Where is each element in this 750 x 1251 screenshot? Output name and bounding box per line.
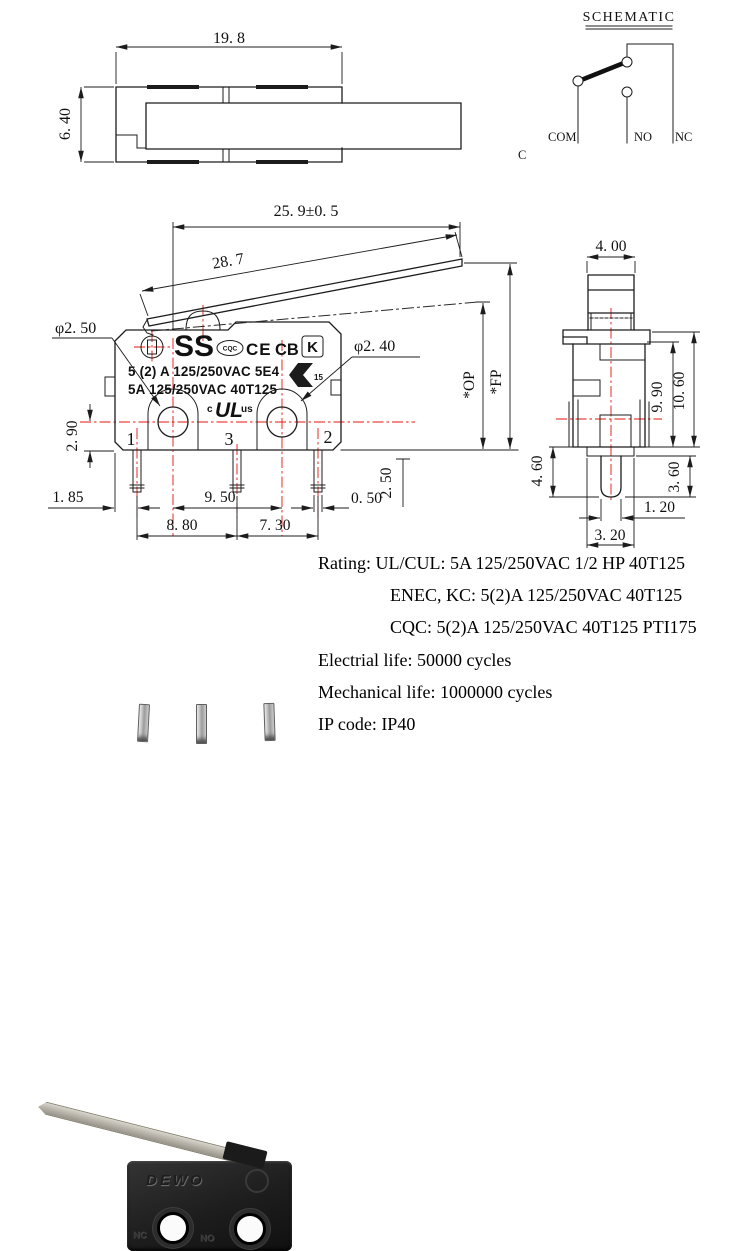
schematic-title-underline [586,26,672,29]
cert-suffix-text: 15 [314,373,323,382]
dim-label-4-00: 4. 00 [595,238,627,255]
dim-line-lever [142,235,457,291]
photo-pin-2 [263,703,275,741]
schematic-no-label: NO [634,130,653,144]
dim-label-4-60: 4. 60 [529,455,546,487]
side-pin-support [587,447,634,456]
dim-ext-4-60 [549,447,599,497]
schematic-nc-label: NC [675,130,693,144]
dim-label-19-8: 19. 8 [213,30,245,47]
front-view-drawing [48,203,518,540]
kc-logo-text: K [307,339,318,356]
product-photo [0,545,315,1244]
top-view-drawing [57,30,461,164]
dim-label-2-50: 2. 50 [378,467,395,499]
dim-label-3-20: 3. 20 [594,527,626,544]
dim-label-1-20: 1. 20 [644,499,675,516]
dia-left-label: φ2. 50 [55,320,97,337]
dim-label-overall: 25. 9±0. 5 [273,203,339,220]
spec-mechanical-life: Mechanical life: 1000000 cycles [318,682,553,702]
schematic-contact-no [622,87,632,97]
dia-right-label: φ2. 40 [354,338,396,355]
dim-label-8-80: 8. 80 [166,517,198,534]
cert-chevron-icon [289,363,313,387]
dim-ext-op-fp [464,263,517,302]
terminal-1-number: 1 [126,429,136,449]
schematic-contact-top [622,57,632,67]
cqc-logo-text: CQC [222,345,238,353]
dim-label-lever: 28. 7 [210,250,246,273]
spec-rating-line2: ENEC, KC: 5(2)A 125/250VAC 40T125 [390,585,683,605]
dim-label-9-90: 9. 90 [649,381,666,413]
dim-label-3-60: 3. 60 [666,461,683,493]
dim-ext-1-20 [601,499,621,521]
top-view-terminal-marks [147,85,308,164]
ce-mark: CE [246,340,272,359]
top-view-seam-lines [223,87,229,162]
dim-label-9-50: 9. 50 [204,489,236,506]
schematic-contact-com [573,76,583,86]
side-flange [563,330,650,344]
side-view-drawing [529,238,700,548]
schematic-title: SCHEMATIC [582,10,676,25]
housing-rating-line2: 5A 125/250VAC 40T125 [128,382,278,397]
dim-line-2-50 [396,459,410,507]
dim-ext-4-00 [587,261,635,273]
photo-nc-label: NC [133,1230,147,1241]
dim-label-op: *OP [461,371,478,399]
top-view-lever-outline [146,103,461,149]
schematic-diagram [518,10,692,162]
ul-prefix-text: c [207,404,213,415]
terminal-3-number: 3 [224,429,234,449]
cb-mark: CB [275,341,299,359]
dim-label-fp: *FP [488,369,505,395]
ul-logo-text: UL [215,399,243,422]
dim-label-1-85: 1. 85 [52,489,84,506]
spec-rating-line3: CQC: 5(2)A 125/250VAC 40T125 PTI175 [390,617,697,637]
lever-arm [147,259,462,326]
photo-mold-circle [245,1169,269,1193]
dim-label-0-50: 0. 50 [351,490,382,507]
schematic-corner-label: C [518,148,527,162]
side-plunger-outline [588,275,634,330]
spec-electrical-life: Electrial life: 50000 cycles [318,650,512,670]
dim-ext-lever [140,232,462,316]
top-view-notch [116,135,146,148]
dim-ext-19-8 [116,52,342,84]
photo-pin-1 [137,704,150,743]
dim-label-7-30: 7. 30 [259,517,291,534]
dim-ext-3-60 [625,456,696,497]
photo-hole-right [234,1213,266,1245]
photo-brand-text: DEWO [146,1172,205,1189]
photo-hole-left [157,1212,189,1244]
photo-no-label: NO [200,1233,215,1244]
spec-ip-code: IP code: IP40 [318,714,416,734]
photo-switch-body [127,1161,292,1251]
schematic-com-label: COM [548,130,577,144]
housing-rating-line1: 5 (2) A 125/250VAC 5E4 [128,364,280,379]
brand-logo-text: SS [174,330,215,363]
photo-pin-3 [196,704,207,744]
terminal-2-number: 2 [323,427,333,447]
dim-label-2-90: 2. 90 [64,420,81,452]
dim-ext-6-40 [84,87,114,162]
dim-label-10-60: 10. 60 [671,371,688,411]
schematic-moving-contact [583,64,623,80]
spec-rating-line1: Rating: UL/CUL: 5A 125/250VAC 1/2 HP 40T125 [318,553,686,573]
ul-suffix-text: us [241,404,253,415]
dim-label-6-40: 6. 40 [57,108,74,140]
side-body-details [569,344,649,447]
